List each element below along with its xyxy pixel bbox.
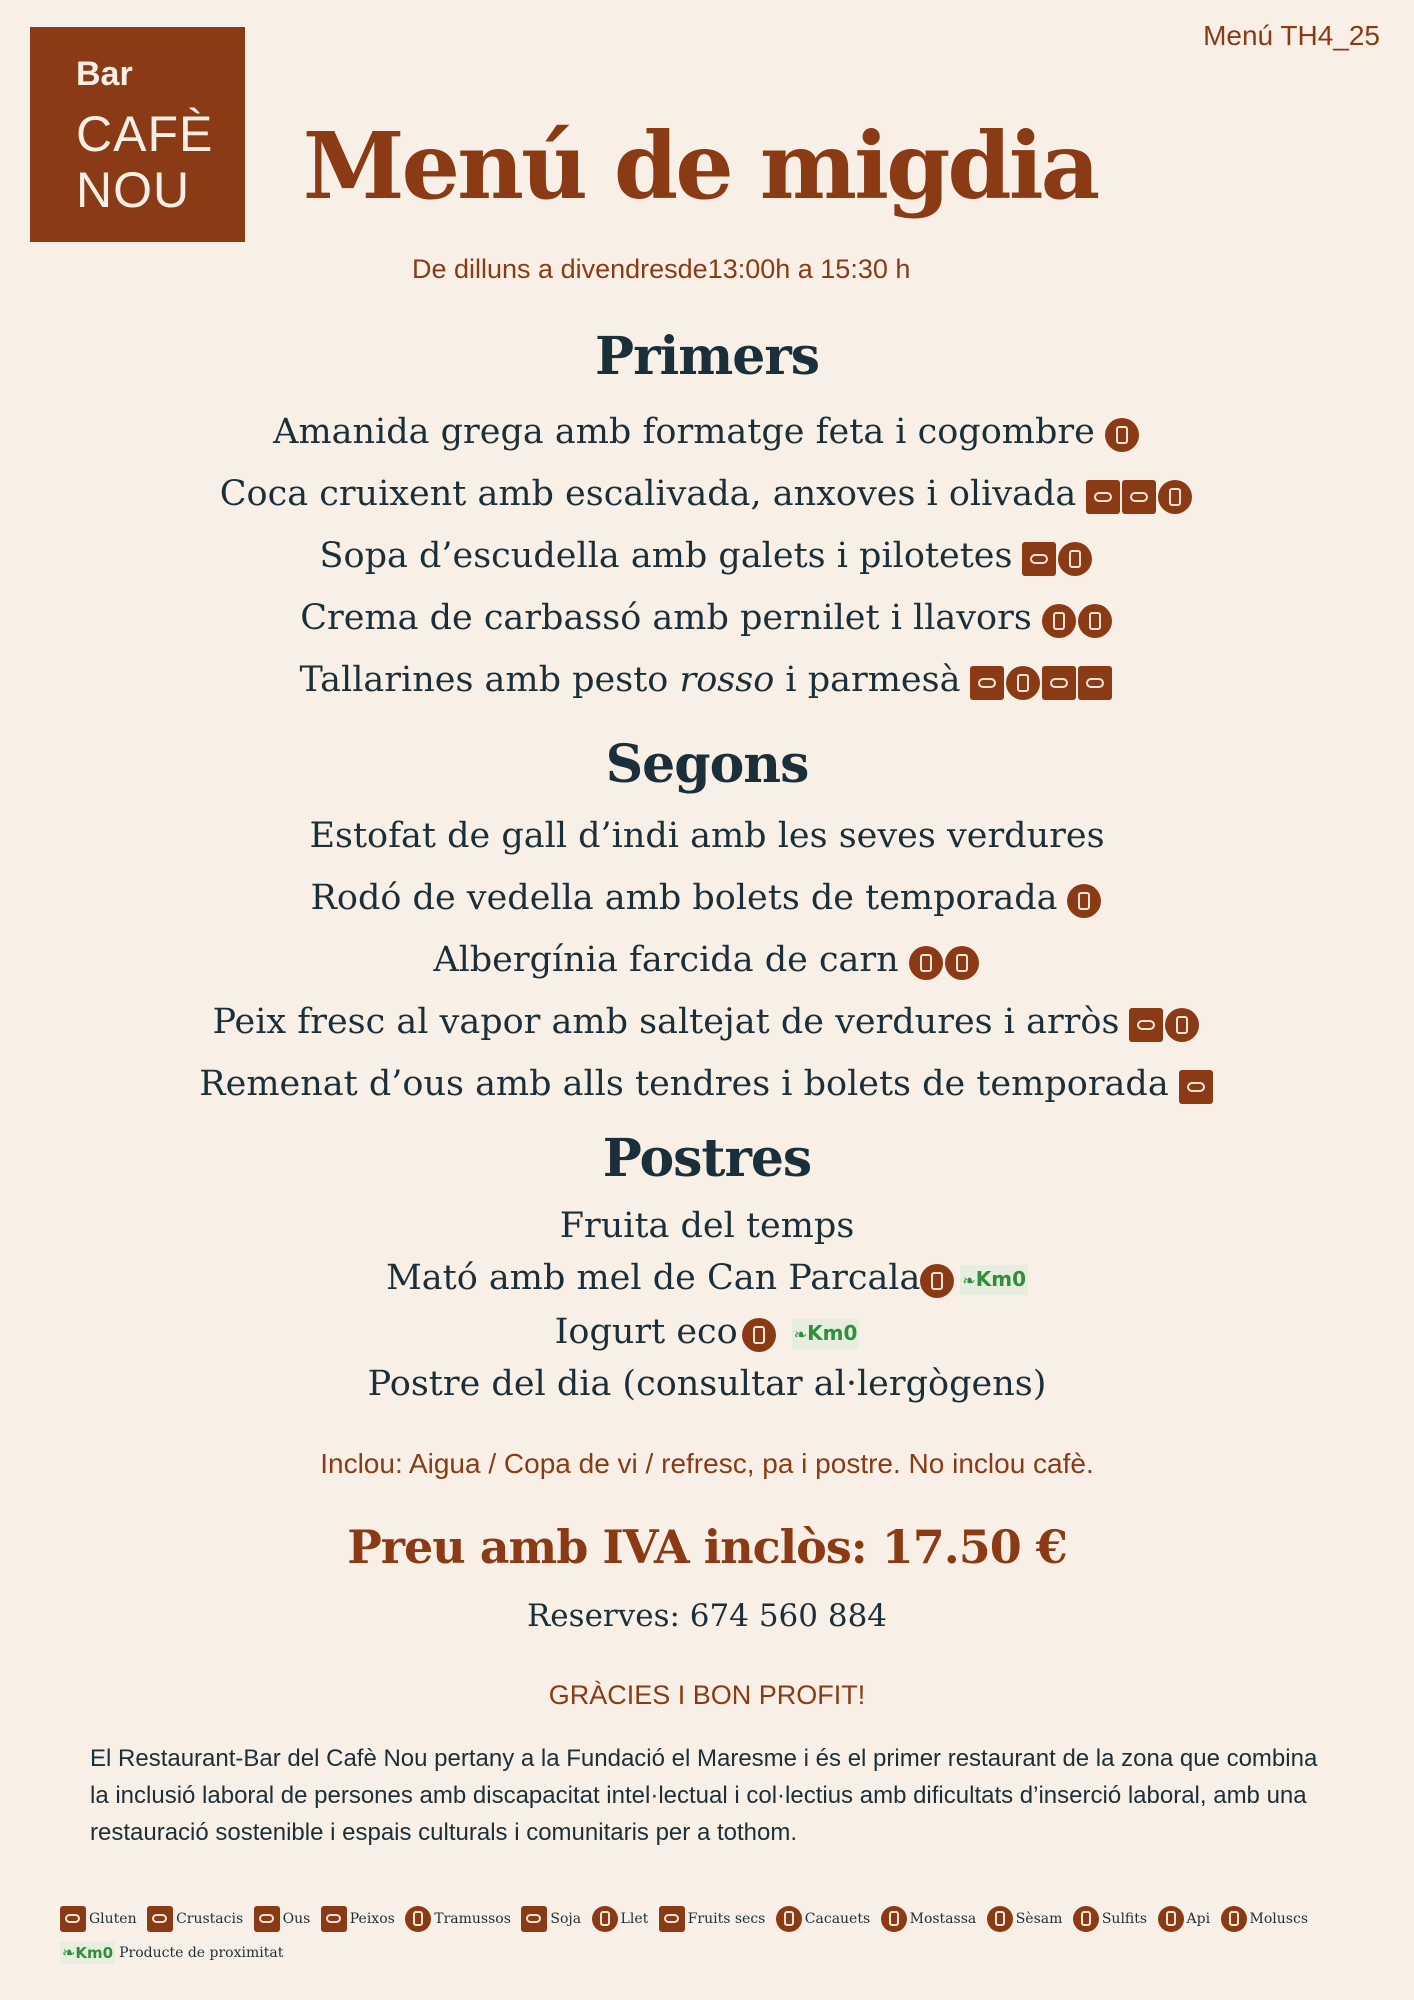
molluscs-icon [1221,1906,1247,1932]
about-text: El Restaurant-Bar del Cafè Nou pertany a la Fundació el Maresme i és el primer restaurant de la zona que combina la inclusió laboral de persones amb discapacitat intel·lectual i col·lectius amb dificultats d’inserció laboral, amb una restauració sostenible i espais culturals i comunitaris per a tothom. [90,1745,1318,1846]
thanks-message: GRÀCIES I BON PROFIT! [548,1680,866,1710]
dish-name-italic: rosso [679,660,775,700]
legend-item [592,1906,649,1932]
fish-icon [1086,480,1120,514]
logo-line-nou: NOU [76,162,191,218]
dish-name: Mató amb mel de Can Parcala [385,1258,921,1298]
dish-name: Sopa d’escudella amb galets i pilotetes [319,536,1013,576]
dish-name: Remenat d’ous amb alls tendres i bolets de temporada [199,1064,1169,1104]
allergen-icons [742,1314,778,1354]
dish-item [0,1206,1414,1246]
gluten-icon [60,1906,86,1932]
legend-label: Tramussos [434,1911,511,1927]
allergen-icons [909,942,981,982]
legend-label: Crustacis [176,1911,244,1927]
dish-name: Albergínia farcida de carn [433,940,899,980]
eggs-icon [254,1906,280,1932]
peanuts-icon [776,1906,802,1932]
legend-label: Cacauets [804,1911,871,1927]
legend-item [881,1906,977,1932]
legend-label: Soja [550,1911,582,1927]
legend-item [254,1906,311,1932]
allergen-icons [1067,880,1103,920]
nuts-icon [1042,666,1076,700]
sesame-icon [987,1906,1013,1932]
allergen-icons [1086,476,1194,516]
dish-item [0,474,1414,516]
gluten-icon [1122,480,1156,514]
section-title-primers: Primers [594,326,820,387]
allergen-icons [970,662,1114,702]
legend-item [776,1906,870,1932]
milk-icon [1006,666,1040,700]
legend-label: Producte de proximitat [119,1945,284,1961]
section-title-postres: Postres [602,1128,812,1189]
dish-name: Iogurt eco [554,1312,738,1352]
dish-name: Amanida grega amb formatge feta i cogombre [273,412,1095,452]
milk-icon [742,1318,776,1352]
dish-name: Crema de carbassó amb pernilet i llavors [300,598,1032,638]
km0-icon: ❧Km0 [960,1265,1028,1295]
dish-item [0,1312,1414,1354]
dish-item [0,660,1414,702]
section-title-segons: Segons [605,734,809,795]
gluten-icon [1078,666,1112,700]
dish-name: Fruita del temps [559,1206,855,1246]
dish-item [0,598,1414,640]
km0-icon: ❧Km0 [62,1943,114,1962]
includes-note: Inclou: Aigua / Copa de vi / refresc, pa i postre. No inclou cafè. [320,1448,1094,1479]
legend-row [60,1906,1390,1932]
lupin-icon [405,1906,431,1932]
legend-label: Llet [620,1911,649,1927]
allergen-icons [1022,538,1094,578]
legend-item [405,1906,511,1932]
dish-name-end: i parmesà [774,660,961,700]
legend-item [1073,1906,1147,1932]
crustaceans-icon [147,1906,173,1932]
legend-item [1221,1906,1308,1932]
menu-code: Menú TH4_25 [1203,20,1380,51]
legend-item-km0 [60,1942,283,1964]
legend-label: Peixos [349,1911,395,1927]
legend-label: Ous [282,1911,311,1927]
sulfites-icon [1078,604,1112,638]
legend-item [1158,1906,1211,1932]
dish-item [0,1002,1414,1044]
dish-item [0,940,1414,982]
dish-item [0,1364,1414,1404]
dish-name: Coca cruixent amb escalivada, anxoves i olivada [219,474,1077,514]
allergen-icons [920,1260,956,1300]
dish-item [0,536,1414,578]
logo-line-cafe: CAFÈ [76,106,214,162]
opening-hours: De dilluns a divendresde13:00h a 15:30 h [412,254,911,284]
dish-name: Estofat de gall d’indi amb les seves verdures [309,816,1105,856]
milk-icon [1105,418,1139,452]
allergen-icons [1105,414,1141,454]
reservations: Reserves: 674 560 884 [526,1598,888,1634]
allergen-icons [1042,600,1114,640]
legend-label: Sèsam [1015,1911,1063,1927]
soy-icon [521,1906,547,1932]
legend-label: Mostassa [909,1911,977,1927]
celery-icon [1058,542,1092,576]
dish-item [0,1258,1414,1300]
page-title-wrapper [0,112,1414,220]
nuts-icon [659,1906,685,1932]
sesame-icon [1042,604,1076,638]
legend-item [147,1906,243,1932]
sulfites-icon [945,946,979,980]
legend-item [659,1906,766,1932]
sulfites-icon [1073,1906,1099,1932]
fish-icon [1129,1008,1163,1042]
sulfites-icon [1158,480,1192,514]
dish-name: Postre del dia (consultar al·lergògens) [367,1364,1047,1404]
logo-line-bar: Bar [76,55,133,93]
legend-item [521,1906,581,1932]
legend-label: Fruits secs [687,1911,766,1927]
legend-row [60,1942,1390,1964]
gluten-icon [1022,542,1056,576]
dish-item [0,816,1414,856]
eggs-icon [1179,1070,1213,1104]
eggs-icon [970,666,1004,700]
fish-icon [321,1906,347,1932]
page-title: Menú de migdia [302,112,1098,220]
legend-item [60,1906,137,1932]
dish-name: Rodó de vedella amb bolets de temporada [310,878,1058,918]
sulfites-icon [1165,1008,1199,1042]
milk-icon [909,946,943,980]
legend-item [987,1906,1063,1932]
celery-icon [1158,1906,1184,1932]
km0-icon: ❧Km0 [792,1319,860,1349]
allergen-icons [1179,1066,1215,1106]
dish-item [0,412,1414,454]
dish-name: Peix fresc al vapor amb saltejat de verdures i arròs [212,1002,1120,1042]
legend-label: Moluscs [1249,1911,1309,1927]
dish-item [0,878,1414,920]
legend-item [321,1906,395,1932]
legend-label: Sulfits [1101,1911,1148,1927]
allergen-legend [60,1906,1390,1964]
dish-name-start: Tallarines amb pesto [299,660,680,700]
legend-label: Gluten [89,1911,137,1927]
price: Preu amb IVA inclòs: 17.50 € [347,1520,1067,1574]
legend-label: Api [1186,1911,1211,1927]
milk-icon [592,1906,618,1932]
sulfites-icon [1067,884,1101,918]
milk-icon [920,1264,954,1298]
allergen-icons [1129,1004,1201,1044]
mustard-icon [881,1906,907,1932]
dish-item [0,1064,1414,1106]
